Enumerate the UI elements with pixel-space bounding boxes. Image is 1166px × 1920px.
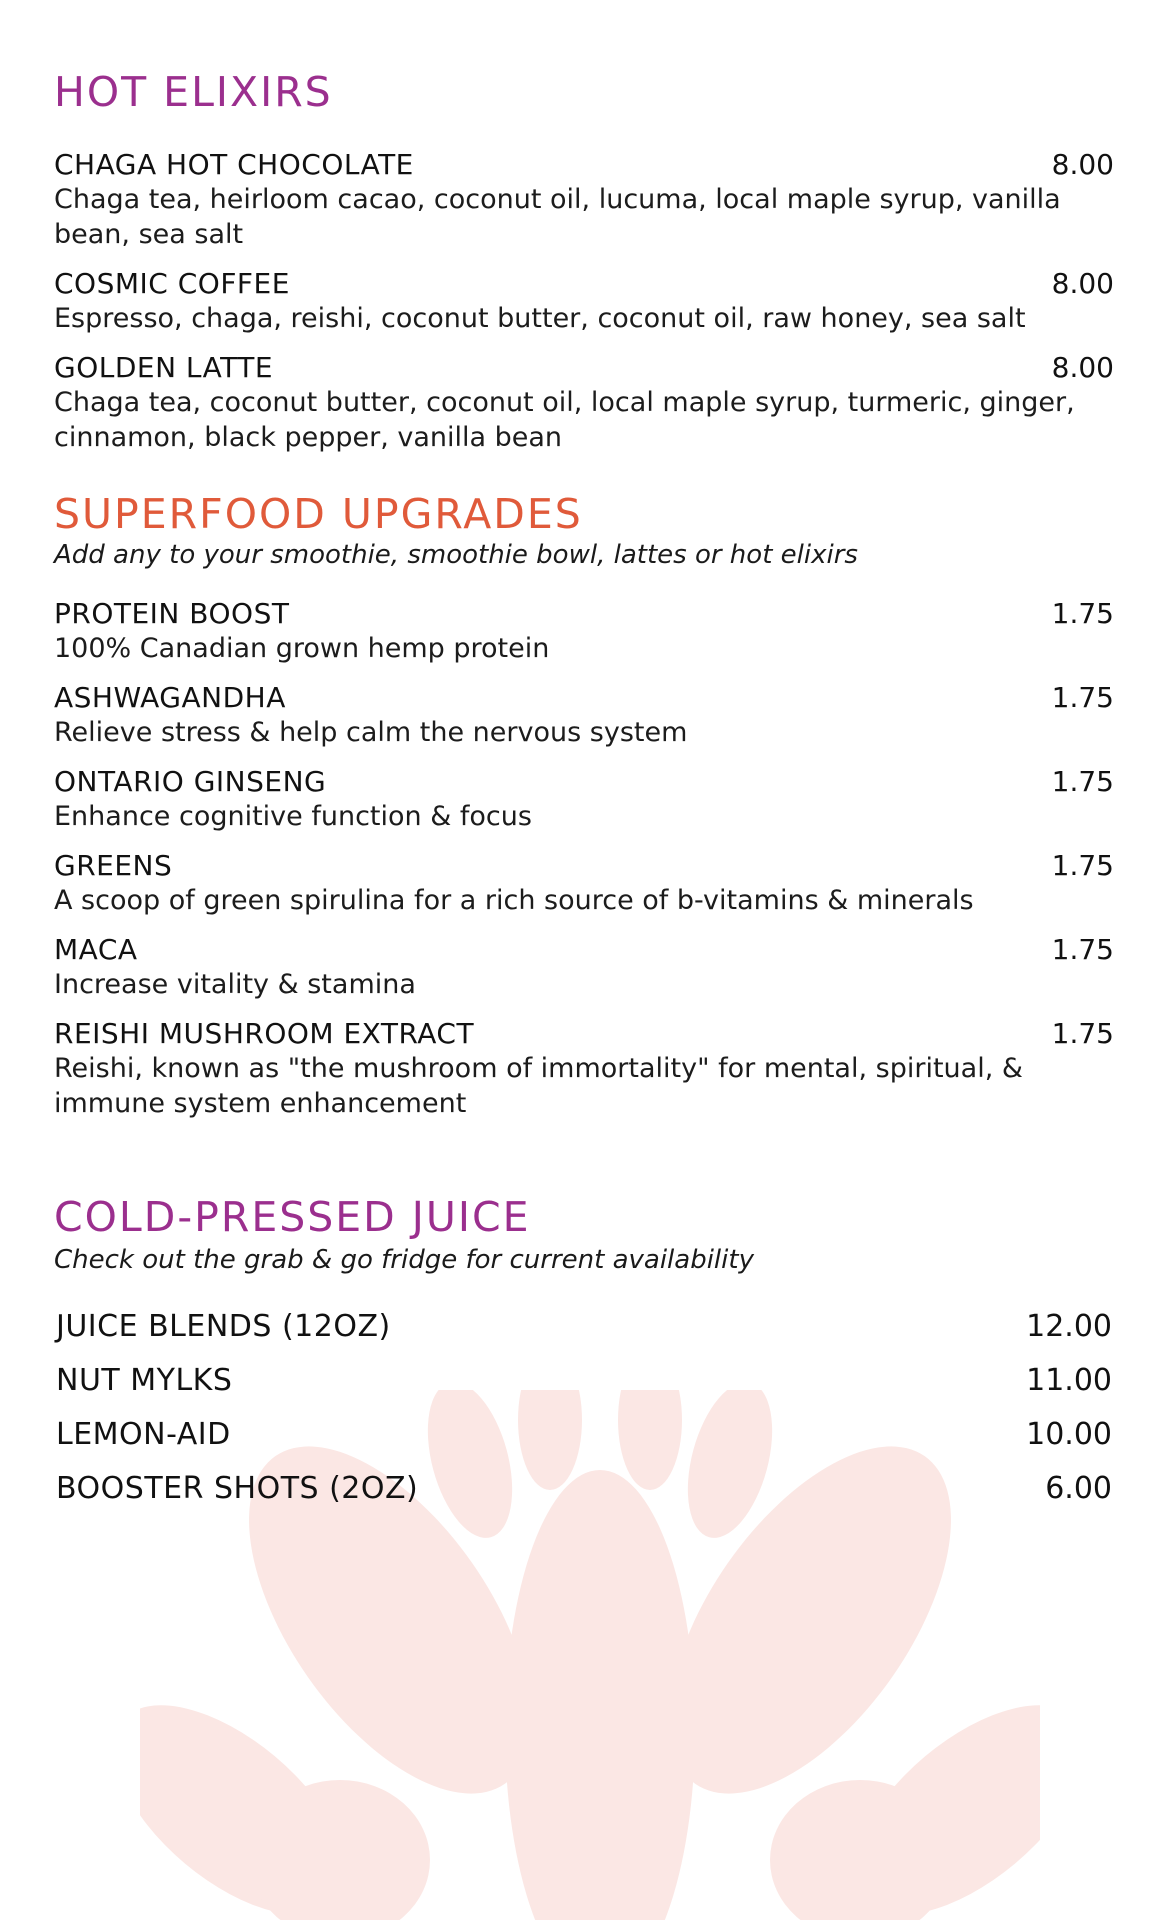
menu-item [56, 1417, 1112, 1452]
item-description: Espresso, chaga, reishi, coconut butter, coconut oil, raw honey, sea salt [54, 303, 1026, 334]
superfood-subtitle: Add any to your smoothie, smoothie bowl, lattes or hot elixirs [54, 540, 858, 570]
menu-item [54, 681, 1114, 750]
menu-item [56, 1363, 1112, 1398]
item-name: ONTARIO GINSENG [54, 765, 327, 798]
item-description: Reishi, known as "the mushroom of immortality" for mental, spiritual, & immune system enhancement [54, 1053, 1023, 1119]
menu-item [54, 148, 1114, 252]
item-name: ASHWAGANDHA [54, 681, 286, 714]
item-price: 1.75 [1051, 933, 1114, 966]
item-price: 8.00 [1051, 267, 1114, 300]
item-name: CHAGA HOT CHOCOLATE [54, 148, 414, 181]
item-description: 100% Canadian grown hemp protein [54, 633, 550, 664]
item-name: REISHI MUSHROOM EXTRACT [54, 1017, 475, 1050]
item-description: Chaga tea, heirloom cacao, coconut oil, lucuma, local maple syrup, vanilla bean, sea salt [54, 184, 1061, 250]
item-price: 1.75 [1051, 849, 1114, 882]
item-price: 6.00 [1045, 1471, 1112, 1506]
item-name: GREENS [54, 849, 173, 882]
item-price: 10.00 [1026, 1417, 1112, 1452]
item-price: 12.00 [1026, 1309, 1112, 1344]
menu-item [54, 1017, 1114, 1121]
item-name: LEMON-AID [56, 1417, 231, 1452]
item-name: BOOSTER SHOTS (2OZ) [56, 1471, 419, 1506]
flower-watermark-icon [140, 1390, 1040, 1920]
item-price: 11.00 [1026, 1363, 1112, 1398]
item-description: A scoop of green spirulina for a rich source of b-vitamins & minerals [54, 885, 974, 916]
menu-item [54, 267, 1114, 336]
hot-elixirs-title: HOT ELIXIRS [54, 68, 333, 116]
item-name: PROTEIN BOOST [54, 597, 290, 630]
item-description: Chaga tea, coconut butter, coconut oil, local maple syrup, turmeric, ginger, cinnamon, black pepper, vanilla bean [54, 387, 1075, 453]
item-name: COSMIC COFFEE [54, 267, 290, 300]
menu-item [54, 765, 1114, 834]
item-price: 8.00 [1051, 148, 1114, 181]
item-description: Increase vitality & stamina [54, 969, 416, 1000]
menu-item [54, 351, 1114, 455]
item-name: NUT MYLKS [56, 1363, 233, 1398]
juice-subtitle: Check out the grab & go fridge for current availability [54, 1245, 754, 1275]
item-price: 1.75 [1051, 765, 1114, 798]
menu-item [54, 597, 1114, 666]
item-name: GOLDEN LATTE [54, 351, 274, 384]
item-description: Relieve stress & help calm the nervous system [54, 717, 688, 748]
cold-pressed-juice-title: COLD-PRESSED JUICE [54, 1193, 531, 1241]
item-price: 1.75 [1051, 597, 1114, 630]
item-name: MACA [54, 933, 138, 966]
item-description: Enhance cognitive function & focus [54, 801, 532, 832]
menu-item [56, 1471, 1112, 1506]
menu-item [54, 849, 1114, 918]
item-price: 8.00 [1051, 351, 1114, 384]
menu-item [56, 1309, 1112, 1344]
item-price: 1.75 [1051, 1017, 1114, 1050]
menu-item [54, 933, 1114, 1002]
item-name: JUICE BLENDS (12OZ) [56, 1309, 391, 1344]
superfood-upgrades-title: SUPERFOOD UPGRADES [54, 490, 583, 538]
item-price: 1.75 [1051, 681, 1114, 714]
